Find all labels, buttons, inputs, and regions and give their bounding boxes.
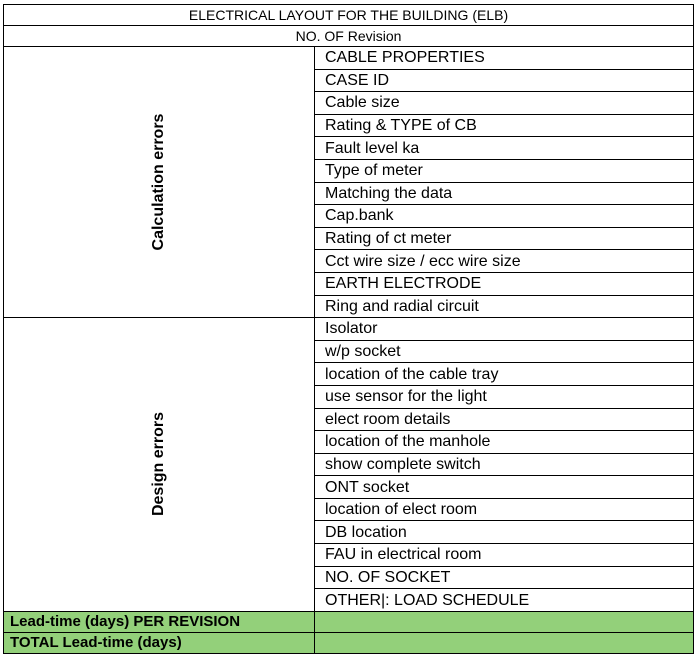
category-label: Calculation errors — [150, 113, 167, 251]
category-label: Design errors — [150, 412, 167, 517]
error-item: w/p socket — [315, 340, 694, 363]
leadtime-per-revision-label: Lead-time (days) PER REVISION — [4, 611, 315, 632]
footer-row — [4, 611, 694, 632]
error-item: elect room details — [315, 408, 694, 431]
error-item: Rating of ct meter — [315, 227, 694, 250]
error-item: location of the manhole — [315, 431, 694, 454]
category-cell — [4, 318, 315, 612]
error-item: Cct wire size / ecc wire size — [315, 250, 694, 273]
footer-row — [4, 632, 694, 653]
leadtime-per-revision-value — [315, 611, 694, 632]
total-leadtime-label: TOTAL Lead-time (days) — [4, 632, 315, 653]
error-item: location of the cable tray — [315, 363, 694, 386]
error-item: Rating & TYPE of CB — [315, 114, 694, 137]
error-item: NO. OF SOCKET — [315, 566, 694, 589]
table-row — [4, 318, 694, 341]
total-leadtime-value — [315, 632, 694, 653]
error-item: Isolator — [315, 318, 694, 341]
error-item: OTHER|: LOAD SCHEDULE — [315, 589, 694, 612]
error-item: DB location — [315, 521, 694, 544]
error-item: Fault level ka — [315, 137, 694, 160]
error-item: Cap.bank — [315, 205, 694, 228]
error-item: CABLE PROPERTIES — [315, 47, 694, 70]
error-item: FAU in electrical room — [315, 544, 694, 567]
error-item: show complete switch — [315, 453, 694, 476]
category-cell — [4, 47, 315, 318]
error-table — [3, 4, 694, 654]
error-item: location of elect room — [315, 498, 694, 521]
error-item: use sensor for the light — [315, 385, 694, 408]
error-item: ONT socket — [315, 476, 694, 499]
error-item: CASE ID — [315, 69, 694, 92]
error-item: EARTH ELECTRODE — [315, 272, 694, 295]
error-item: Ring and radial circuit — [315, 295, 694, 318]
table-title: ELECTRICAL LAYOUT FOR THE BUILDING (ELB) — [4, 5, 694, 26]
error-item: Matching the data — [315, 182, 694, 205]
table-row — [4, 47, 694, 70]
error-item: Type of meter — [315, 159, 694, 182]
error-item: Cable size — [315, 92, 694, 115]
revision-row: NO. OF Revision — [4, 26, 694, 47]
